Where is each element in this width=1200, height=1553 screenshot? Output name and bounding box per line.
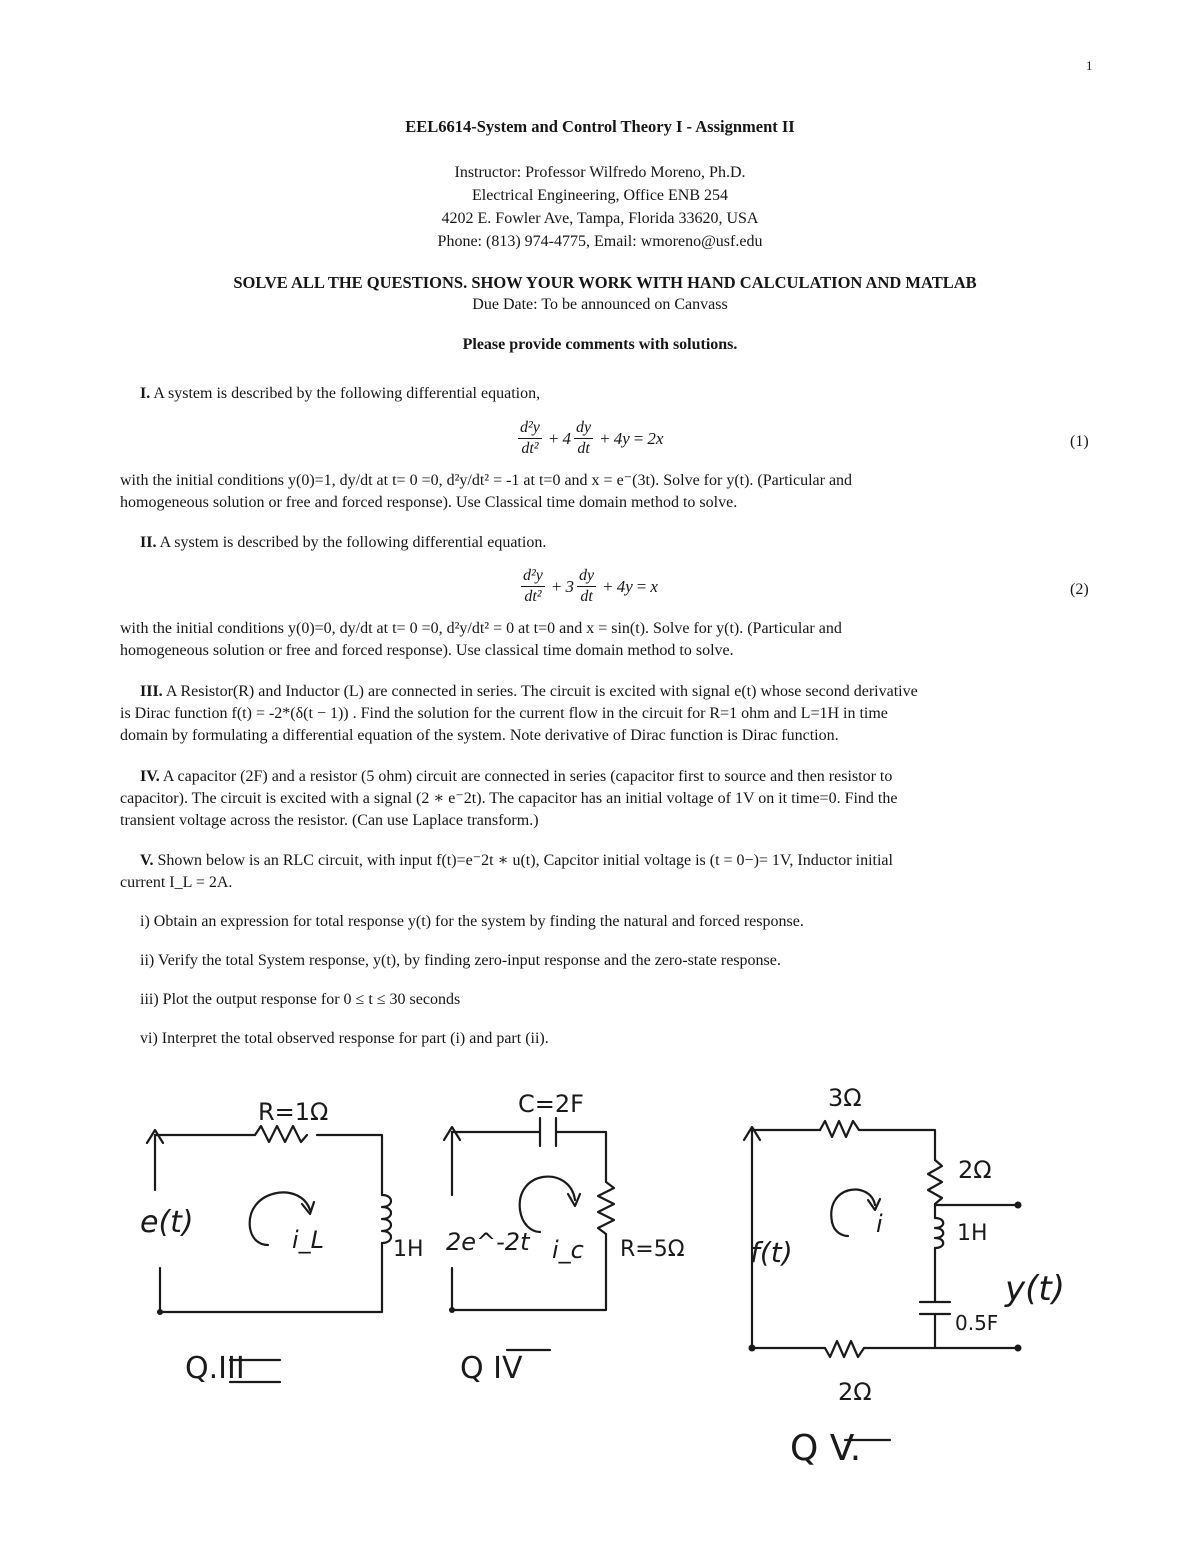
q2-intro [140, 532, 546, 554]
q1-text-line2: homogeneous solution or free and forced response). Use Classical time domain method to solve. [120, 494, 738, 511]
q5-part-1: i) Obtain an expression for total response y(t) for the system by finding the natural and forced response. [140, 913, 804, 930]
q5-output-label: y(t) [1005, 1269, 1065, 1309]
q5-r-right-label: 2Ω [958, 1156, 992, 1184]
q4-number: IV. [140, 768, 160, 785]
q4-caption: Q IV [460, 1351, 523, 1386]
q5-current-label: i [876, 1210, 883, 1238]
q5-capacitor-label: 0.5F [955, 1311, 999, 1335]
instructor-block [0, 161, 1200, 253]
q1-equation: $\frac{\text{d²y}}{\text{dt²}}$ + 4 $\frac{dy}{dt}$ + 4y = 2x [520, 419, 664, 457]
q3-r-label: R=1Ω [258, 1098, 329, 1126]
q5-line2: current I_L = 2A. [120, 874, 233, 891]
q2-text-line2: homogeneous solution or free and forced response). Use classical time domain method to solve. [120, 642, 734, 659]
assignment-title: EEL6614-System and Control Theory I - Assignment II [405, 117, 795, 136]
q4-capacitor-icon [540, 1118, 556, 1146]
solve-instruction: SOLVE ALL THE QUESTIONS. SHOW YOUR WORK WITH HAND CALCULATION AND MATLAB [233, 273, 977, 292]
q3-line3: domain by formulating a differential equation of the system. Note derivative of Dirac function is Dirac function. [120, 727, 839, 744]
instructor-name: Instructor: Professor Wilfredo Moreno, Ph.D. [454, 164, 746, 181]
q4-c-label: C=2F [518, 1090, 584, 1118]
q4-current-loop-icon [520, 1177, 575, 1210]
q1-equation-label: (1) [1070, 433, 1089, 450]
q3-source-label: e(t) [140, 1205, 194, 1240]
instructor-address: 4202 E. Fowler Ave, Tampa, Florida 33620, USA [441, 210, 759, 227]
q3-line1: A Resistor(R) and Inductor (L) are connected in series. The circuit is excited with signal e(t) whose second derivative [165, 683, 918, 700]
comments-instruction: Please provide comments with solutions. [462, 336, 738, 353]
q3-text [120, 681, 1090, 747]
q5-part-3: iii) Plot the output response for 0 ≤ t ≤ 30 seconds [140, 991, 461, 1008]
q5-source-label: f(t) [750, 1236, 793, 1269]
q4-line1-row [120, 766, 1090, 788]
instructor-department: Electrical Engineering, Office ENB 254 [471, 187, 729, 204]
q3-current-loop-icon [250, 1192, 310, 1228]
q5-line1: Shown below is an RLC circuit, with input f(t)=e⁻2t ∗ u(t), Capcitor initial voltage is (t = 0−)= 1V, Inductor initial [157, 852, 893, 869]
q4-text [120, 766, 1090, 832]
instructor-contact: Phone: (813) 974-4775, Email: wmoreno@usf.edu [437, 233, 763, 250]
q1-intro [140, 383, 540, 405]
q4-current-label: i_c [552, 1236, 584, 1264]
q5-resistor-top-icon [820, 1121, 859, 1137]
page-number: 1 [1086, 58, 1093, 73]
q5-line1-row [120, 850, 1090, 872]
q2-intro-text: A system is described by the following differential equation. [159, 534, 547, 551]
q1-text-line1: with the initial conditions y(0)=1, dy/dt at t= 0 =0, d²y/dt² = -1 at t=0 and x = e⁻(3t). Solve for y(t). (Particular and [120, 472, 853, 489]
q5-text [120, 850, 1090, 894]
q5-number: V. [140, 852, 154, 869]
q3-inductor-icon [382, 1195, 391, 1243]
q2-text [120, 618, 1090, 662]
q1-number: I. [140, 385, 151, 402]
q5-capacitor-icon [920, 1302, 950, 1314]
q3-line1-row [120, 681, 1090, 703]
q2-text-line1: with the initial conditions y(0)=0, dy/dt at t= 0 =0, d²y/dt² = 0 at t=0 and x = sin(t). Solve for y(t). (Particular and [120, 620, 842, 637]
q3-number: III. [140, 683, 163, 700]
due-date: Due Date: To be announced on Canvass [472, 296, 728, 313]
q4-line3: transient voltage across the resistor. (Can use Laplace transform.) [120, 812, 539, 829]
q4-resistor-icon [598, 1182, 614, 1234]
q5-caption: Q V. [790, 1428, 862, 1469]
q1-intro-text: A system is described by the following differential equation, [153, 385, 541, 402]
circuit-figures [0, 1075, 1200, 1545]
q3-line2: is Dirac function f(t) = -2*(δ(t − 1)) . Find the solution for the current flow in the circuit for R=1 ohm and L=1H in time [120, 705, 888, 722]
q4-line2: capacitor). The circuit is excited with a signal (2 ∗ e⁻2t). The capacitor has an initial voltage of 1V on it time=0. Find the [120, 790, 898, 807]
q5-inductor-icon [935, 1218, 943, 1248]
q5-r-bottom-label: 2Ω [838, 1378, 872, 1406]
q4-r-label: R=5Ω [620, 1237, 685, 1262]
q2-equation: $\frac{\text{d²y}}{\text{dt²}}$ + 3 $\frac{dy}{dt}$ + 4y = x [523, 567, 658, 605]
q1-text [120, 470, 1090, 514]
q3-inductor-label: 1H [393, 1237, 424, 1262]
q5-inductor-label: 1H [957, 1221, 988, 1246]
q5-r-top-label: 3Ω [828, 1084, 862, 1112]
q5-resistor-right-icon [928, 1160, 942, 1204]
q3-caption: Q.III [185, 1351, 245, 1386]
q5-resistor-bottom-icon [825, 1341, 864, 1357]
q4-source-label: 2e^-2t [446, 1228, 530, 1256]
q5-part-4: vi) Interpret the total observed response for part (i) and part (ii). [140, 1030, 549, 1047]
q5-part-2: ii) Verify the total System response, y(t), by finding zero-input response and the zero-state response. [140, 952, 781, 969]
q5-circuit [230, 1121, 1018, 1440]
q2-number: II. [140, 534, 157, 551]
q5-current-loop-icon [831, 1190, 875, 1222]
q4-circuit [444, 1118, 614, 1310]
q2-equation-label: (2) [1070, 581, 1089, 598]
q4-line1: A capacitor (2F) and a resistor (5 ohm) circuit are connected in series (capacitor first to source and then resistor to [162, 768, 893, 785]
q3-current-label: i_L [292, 1226, 325, 1254]
